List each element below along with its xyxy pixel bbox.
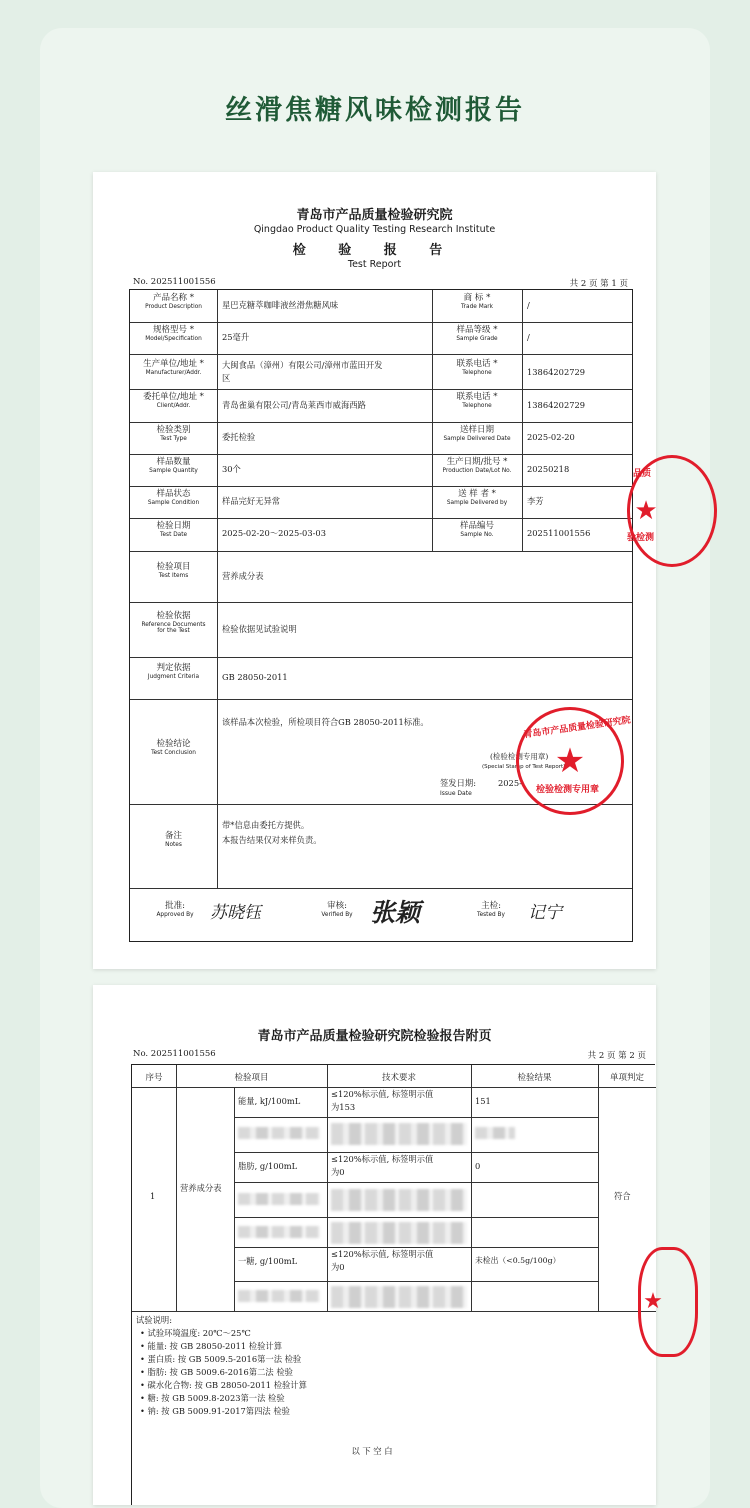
row-requirement: ≤120%标示值, 标签明示值 [331,1154,434,1164]
row-item: 一糖, g/100mL [238,1256,298,1266]
seal-bottom-text: 检验检测专用章 [536,785,600,795]
label-test-date: 检验日期 Test Date [156,521,191,538]
redacted-result [475,1127,515,1139]
notes-line: • 糖: 按 GB 5009.8-2023第一法 检验 [140,1393,285,1403]
label-product: 产品名称 * Product Description [145,293,202,310]
label-grade: 样品等级 * Sample Grade [456,325,498,342]
row-requirement-2: 为153 [331,1102,356,1112]
value-trademark: / [527,300,530,310]
header-item: 检验项目 [234,1073,269,1083]
redacted-item [238,1127,320,1139]
header-requirement: 技术要求 [381,1073,416,1083]
value-sample-no: 202511001556 [527,528,591,538]
label-phone-client: 联系电话 * Telephone [456,392,498,409]
page-info: 共 2 页 第 1 页 [569,279,628,289]
approved-signature: 苏晓钰 [210,903,261,923]
appendix-title: 青岛市产品质量检验研究院检验报告附页 [257,1029,492,1044]
value-test-date: 2025-02-20～2025-03-03 [222,528,326,538]
edge-seal-appendix-star-icon: ★ [643,1289,663,1314]
value-quantity: 30个 [222,464,241,474]
edge-seal-text-top: 品质 [633,469,652,479]
end-of-report: 以 下 空 白 [351,1446,393,1456]
row-result: 未检出（<0.5g/100g） [475,1256,561,1265]
label-test-items: 检验项目 Test Items [156,562,191,579]
verified-by-label: 审核: Verified By [321,901,353,918]
label-phone: 联系电话 * Telephone [456,359,498,376]
label-notes: 备注 Notes [164,831,182,848]
note-line-1: 带*信息由委托方提供。 [222,820,310,830]
label-production: 生产日期/批号 * Production Date/Lot No. [442,457,512,474]
notes-line: • 脂肪: 按 GB 5009.6-2016第二法 检验 [140,1367,293,1377]
edge-seal-star-icon: ★ [634,496,658,526]
notes-line: • 碳水化合物: 按 GB 28050-2011 检验计算 [140,1380,307,1390]
value-test-type: 委托检验 [222,432,256,442]
label-condition: 样品状态 Sample Condition [147,489,200,506]
verified-signature: 张颖 [370,898,421,927]
report-number: No. 202511001556 [133,277,216,287]
value-delivered-by: 李芳 [527,496,544,506]
issue-date-label: 签发日期: [440,778,476,788]
label-criteria: 判定依据 Judgment Criteria [147,663,200,680]
row-requirement: ≤120%标示值, 标签明示值 [331,1249,434,1259]
row-result: 151 [475,1096,491,1106]
stamp-label-en: (Special Stamp of Test Report) [482,764,566,770]
test-report-page-2 [93,985,663,1505]
redacted-item [238,1290,320,1302]
notes-title: 试验说明: [136,1315,172,1325]
redacted-requirement [331,1189,467,1211]
page-headline: 丝滑焦糖风味检测报告 [225,95,525,126]
value-condition: 样品完好无异常 [222,496,281,506]
report-title-en: Test Report [347,259,402,270]
row-verdict: 符合 [614,1191,631,1201]
value-reference: 检验依据见试验说明 [222,624,297,634]
notes-line: • 蛋白质: 按 GB 5009.5-2016第一法 检验 [140,1354,302,1364]
value-delivered-date: 2025-02-20 [527,432,575,442]
row-result: 0 [475,1161,481,1171]
row-item: 脂肪, g/100mL [238,1161,298,1171]
label-model: 规格型号 * Model/Specification [145,325,202,342]
tested-signature: 记宁 [528,903,562,923]
header-result: 检验结果 [517,1073,552,1083]
row-seq: 1 [150,1191,156,1201]
redacted-requirement [331,1222,467,1244]
notes-line: • 钠: 按 GB 5009.91-2017第四法 检验 [140,1406,290,1416]
label-delivered-by: 送 样 者 * Sample Delivered by [446,489,508,506]
redacted-item [238,1226,320,1238]
redacted-item [238,1193,320,1205]
notes-line: • 试验环境温度: 20℃～25℃ [140,1328,251,1338]
issue-date-value: 2025- [498,778,522,788]
label-client: 委托单位/地址 * Client/Addr. [143,392,204,409]
edge-seal-appendix [638,1247,698,1357]
edge-seal-text-bottom: 验检测 [627,533,655,543]
value-criteria: GB 28050-2011 [222,672,288,682]
value-grade: / [527,332,530,342]
label-quantity: 样品数量 Sample Quantity [149,457,198,474]
value-product: 星巴克糖萃咖啡液丝滑焦糖风味 [222,300,339,310]
institute-name-en: Qingdao Product Quality Testing Research Institute [253,224,496,235]
value-phone: 13864202729 [527,367,586,377]
row-requirement-2: 为0 [331,1167,345,1177]
value-conclusion: 该样品本次检验，所检项目符合GB 28050-2011标准。 [222,717,429,727]
redacted-requirement [331,1286,467,1308]
label-reference: 检验依据 Reference Documents for the Test [141,611,206,635]
header-seq: 序号 [145,1073,163,1083]
approved-by-label: 批准: Approved By [156,901,194,918]
seal-star-icon: ★ [554,741,586,781]
value-manufacturer-2: 区 [222,373,231,383]
header-verdict: 单项判定 [609,1073,644,1083]
label-conclusion: 检验结论 Test Conclusion [151,739,196,756]
issue-date-label-en: Issue Date [440,790,472,797]
appendix-table [131,1064,655,1505]
row-category: 营养成分表 [180,1183,222,1193]
seal-ring-text: 青岛市产品质量检验研究院 [523,715,632,741]
appendix-report-number: No. 202511001556 [133,1049,216,1059]
row-requirement-2: 为0 [331,1262,345,1272]
value-test-items: 营养成分表 [222,571,264,581]
label-test-type: 检验类别 Test Type [156,425,191,442]
value-manufacturer-1: 大闽食品（漳州）有限公司/漳州市蓝田开发 [222,360,383,370]
label-manufacturer: 生产单位/地址 * Manufacturer/Addr. [143,359,204,376]
label-trademark: 商 标 * Trade Mark [460,293,493,310]
report-title-zh: 检 验 报 告 [292,243,457,258]
row-item: 能量, kJ/100mL [238,1096,301,1106]
tested-by-label: 主检: Tested By [477,901,505,918]
value-phone-client: 13864202729 [527,400,586,410]
report-table [129,289,633,942]
value-production: 20250218 [527,464,570,474]
test-report-page-1 [93,172,656,969]
stamp-label: (检验检测专用章) [490,752,549,761]
value-client: 青岛雀巢有限公司/青岛莱西市威海西路 [222,400,366,410]
redacted-requirement [331,1123,467,1145]
notes-line: • 能量: 按 GB 28050-2011 检验计算 [140,1341,282,1351]
row-requirement: ≤120%标示值, 标签明示值 [331,1089,434,1099]
label-sample-no: 样品编号 Sample No. [459,521,494,538]
note-line-2: 本报告结果仅对来样负责。 [222,835,322,845]
institute-name-zh: 青岛市产品质量检验研究院 [296,208,453,223]
value-model: 25毫升 [222,332,250,342]
appendix-page-info: 共 2 页 第 2 页 [587,1051,646,1061]
label-delivered-date: 送样日期 Sample Delivered Date [443,425,511,442]
